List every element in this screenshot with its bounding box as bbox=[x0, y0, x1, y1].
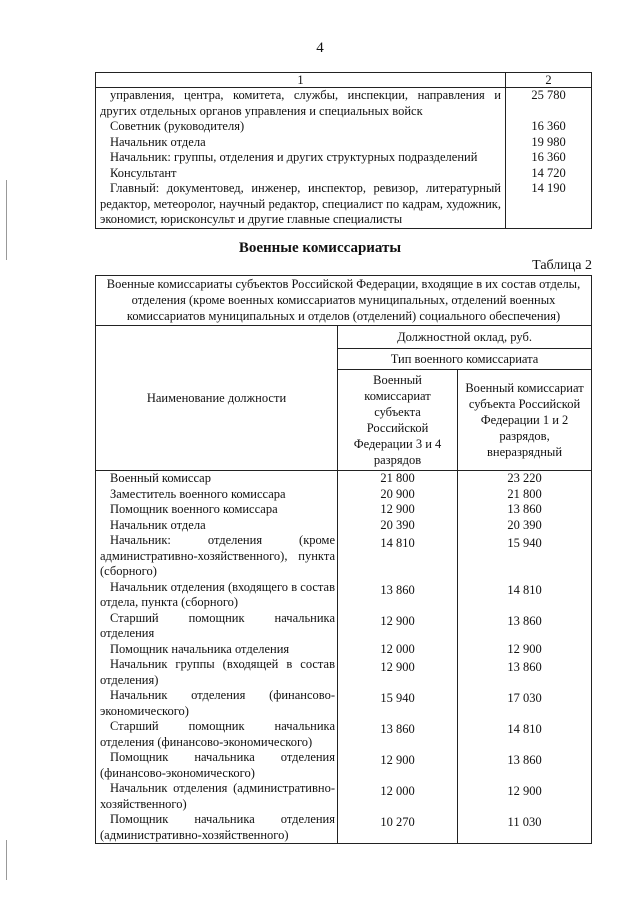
table-row bbox=[96, 719, 592, 750]
table-row bbox=[96, 781, 592, 812]
salary-rank-1-2: 14 810 bbox=[458, 719, 592, 750]
salary-rank-3-4: 14 810 bbox=[338, 533, 458, 580]
table-row bbox=[96, 688, 592, 719]
table-row bbox=[96, 642, 592, 658]
salary-value: 14 720 bbox=[506, 166, 592, 182]
table-row bbox=[96, 533, 592, 580]
table-row bbox=[96, 166, 592, 182]
position-name bbox=[96, 487, 338, 503]
position-name bbox=[96, 719, 338, 750]
table1-header-row bbox=[96, 73, 592, 88]
page-number: 4 bbox=[316, 40, 324, 56]
position-name-text: Начальник отдела bbox=[110, 517, 206, 532]
position-name-text: Помощник начальника отделения (административно-хозяйственного) bbox=[100, 812, 335, 842]
position-name-text: Советник (руководителя) bbox=[110, 119, 245, 133]
salary-rank-3-4: 21 800 bbox=[338, 471, 458, 487]
salary-rank-3-4: 20 900 bbox=[338, 487, 458, 503]
position-name bbox=[96, 166, 506, 182]
position-name bbox=[96, 642, 338, 658]
scan-edge-mark bbox=[6, 180, 7, 260]
table-row bbox=[96, 119, 592, 135]
column-header-type: Тип военного комиссариата bbox=[338, 349, 592, 370]
salary-value: 16 360 bbox=[506, 150, 592, 166]
salary-rank-1-2: 21 800 bbox=[458, 487, 592, 503]
salary-value: 16 360 bbox=[506, 119, 592, 135]
salary-value: 19 980 bbox=[506, 135, 592, 151]
position-name bbox=[96, 471, 338, 487]
table-row bbox=[96, 88, 592, 120]
salary-rank-3-4: 10 270 bbox=[338, 812, 458, 844]
position-name-text: Начальник отдела bbox=[110, 134, 206, 149]
position-name bbox=[96, 812, 338, 844]
table-row bbox=[96, 471, 592, 487]
table-row bbox=[96, 487, 592, 503]
position-name-text: Помощник военного комиссара bbox=[110, 502, 278, 516]
position-name-text: Главный: документовед, инженер, инспектор, ревизор, литературный редактор, метеоролог, научный редактор, специалист по кадрам, художник, экономист, юрисконсульт и другие главные специалисты bbox=[100, 181, 501, 226]
table2-title-row bbox=[96, 276, 592, 326]
salary-rank-1-2: 13 860 bbox=[458, 502, 592, 518]
salary-rank-3-4: 12 900 bbox=[338, 611, 458, 642]
table-row bbox=[96, 611, 592, 642]
table1-col-header-1: 1 bbox=[96, 73, 506, 88]
salary-rank-3-4: 13 860 bbox=[338, 580, 458, 611]
position-name-text: Начальник: отделения (кроме административно-хозяйственного), пункта (сборного) bbox=[100, 533, 335, 578]
position-name-text: Помощник начальника отделения (финансово-экономического) bbox=[100, 750, 335, 780]
position-name bbox=[96, 502, 338, 518]
column-header-salary: Должностной оклад, руб. bbox=[338, 326, 592, 349]
position-name bbox=[96, 150, 506, 166]
salary-rank-1-2: 17 030 bbox=[458, 688, 592, 719]
salary-rank-3-4: 12 000 bbox=[338, 781, 458, 812]
position-name bbox=[96, 518, 338, 534]
table-row bbox=[96, 657, 592, 688]
column-header-rank-1-2: Военный комиссариат субъекта Российской Федерации 1 и 2 разрядов, внеразрядный bbox=[458, 370, 592, 471]
position-name-text: Начальник отделения (финансово-экономического) bbox=[100, 688, 335, 718]
salary-table-2 bbox=[95, 275, 592, 844]
table-row bbox=[96, 812, 592, 844]
table-row bbox=[96, 181, 592, 228]
position-name bbox=[96, 181, 506, 228]
position-name-text: Начальник: группы, отделения и других структурных подразделений bbox=[110, 150, 478, 164]
position-name-text: Старший помощник начальника отделения (финансово-экономического) bbox=[100, 719, 335, 749]
position-name bbox=[96, 88, 506, 120]
salary-rank-3-4: 12 900 bbox=[338, 657, 458, 688]
position-name bbox=[96, 781, 338, 812]
salary-rank-3-4: 12 000 bbox=[338, 642, 458, 658]
position-name-text: Военный комиссар bbox=[110, 471, 211, 485]
table2-title: Военные комиссариаты субъектов Российской Федерации, входящие в их состав отделы, отделения (кроме военных комиссариатов муниципальных, отделений военных комиссариатов муниципальных и отделов (отделений) социального обеспечения) bbox=[96, 276, 592, 326]
table-row bbox=[96, 135, 592, 151]
table-row bbox=[96, 580, 592, 611]
salary-rank-1-2: 15 940 bbox=[458, 533, 592, 580]
salary-value: 14 190 bbox=[506, 181, 592, 228]
position-name-text: Начальник отделения (административно-хозяйственного) bbox=[100, 781, 335, 811]
position-name-text: Начальник группы (входящей в состав отделения) bbox=[100, 657, 335, 687]
position-name-text: Заместитель военного комиссара bbox=[110, 486, 286, 501]
salary-rank-1-2: 13 860 bbox=[458, 750, 592, 781]
table-row bbox=[96, 502, 592, 518]
position-name-text: Старший помощник начальника отделения bbox=[100, 610, 335, 640]
salary-rank-1-2: 20 390 bbox=[458, 518, 592, 534]
position-name bbox=[96, 533, 338, 580]
section-heading: Военные комиссариаты bbox=[238, 240, 402, 256]
salary-rank-1-2: 11 030 bbox=[458, 812, 592, 844]
scan-edge-mark bbox=[6, 840, 7, 880]
position-name-text: управления, центра, комитета, службы, инспекции, направления и других отдельных органов управления и специальных войск bbox=[100, 88, 501, 118]
salary-rank-1-2: 13 860 bbox=[458, 611, 592, 642]
salary-rank-3-4: 12 900 bbox=[338, 502, 458, 518]
position-name bbox=[96, 657, 338, 688]
salary-rank-3-4: 20 390 bbox=[338, 518, 458, 534]
table-row bbox=[96, 518, 592, 534]
table-row bbox=[96, 150, 592, 166]
position-name bbox=[96, 688, 338, 719]
position-name-text: Начальник отделения (входящего в состав отдела, пункта (сборного) bbox=[100, 579, 335, 609]
salary-rank-3-4: 15 940 bbox=[338, 688, 458, 719]
position-name bbox=[96, 750, 338, 781]
position-name bbox=[96, 611, 338, 642]
table-row bbox=[96, 750, 592, 781]
salary-rank-3-4: 12 900 bbox=[338, 750, 458, 781]
salary-value: 25 780 bbox=[506, 88, 592, 120]
salary-rank-1-2: 13 860 bbox=[458, 657, 592, 688]
position-name-text: Помощник начальника отделения bbox=[110, 641, 290, 656]
position-name bbox=[96, 135, 506, 151]
salary-rank-3-4: 13 860 bbox=[338, 719, 458, 750]
salary-rank-1-2: 23 220 bbox=[458, 471, 592, 487]
position-name bbox=[96, 119, 506, 135]
salary-rank-1-2: 12 900 bbox=[458, 781, 592, 812]
position-name-text: Консультант bbox=[110, 165, 177, 180]
column-header-position: Наименование должности bbox=[96, 326, 338, 471]
position-name bbox=[96, 580, 338, 611]
table1-col-header-2: 2 bbox=[506, 73, 592, 88]
column-header-rank-3-4: Военный комиссариат субъекта Российской Федерации 3 и 4 разрядов bbox=[338, 370, 458, 471]
salary-rank-1-2: 12 900 bbox=[458, 642, 592, 658]
salary-table-1 bbox=[95, 72, 592, 229]
table-label: Таблица 2 bbox=[532, 258, 592, 273]
salary-rank-1-2: 14 810 bbox=[458, 580, 592, 611]
